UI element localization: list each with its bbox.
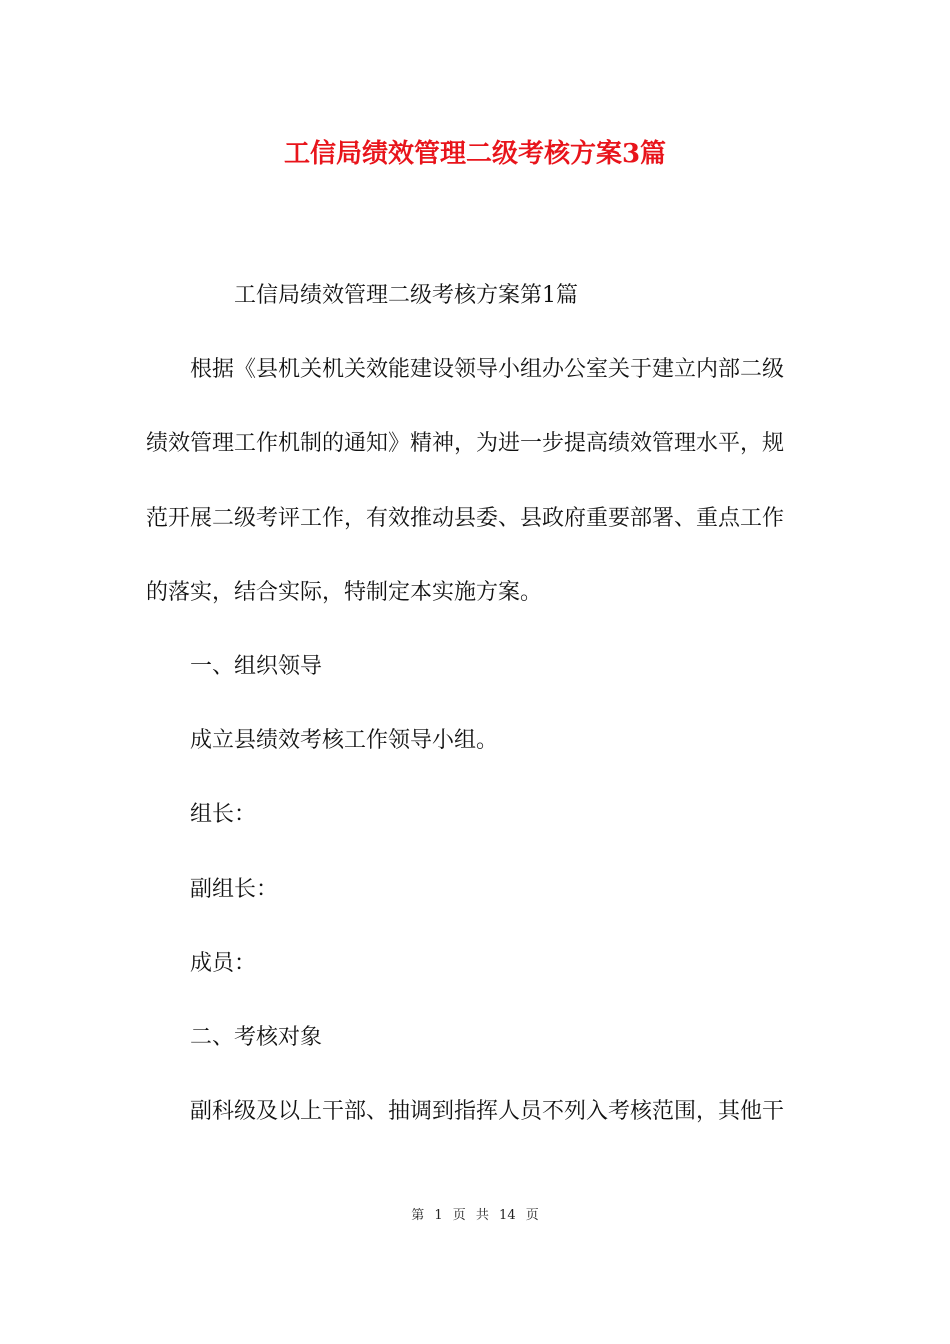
paragraph-line: 副科级及以上干部、抽调到指挥人员不列入考核范围，其他干 — [190, 1099, 785, 1124]
deputy-leader-label: 副组长： — [190, 877, 279, 902]
members-label: 成员： — [190, 951, 257, 976]
paragraph-line: 绩效管理工作机制的通知》精神，为进一步提高绩效管理水平，规 — [146, 431, 785, 456]
paragraph-line: 范开展二级考评工作，有效推动县委、县政府重要部署、重点工作 — [146, 506, 785, 531]
leader-label: 组长： — [190, 802, 257, 827]
paragraph-line: 的落实，结合实际，特制定本实施方案。 — [146, 580, 543, 605]
section-subtitle: 工信局绩效管理二级考核方案第1篇 — [234, 283, 578, 308]
document-title: 工信局绩效管理二级考核方案3篇 — [283, 139, 667, 169]
section-heading: 一、组织领导 — [190, 654, 323, 679]
page-number-footer: 第 1 页 共 14 页 — [411, 1208, 539, 1223]
paragraph-line: 根据《县机关机关效能建设领导小组办公室关于建立内部二级 — [190, 357, 785, 382]
paragraph-line: 成立县绩效考核工作领导小组。 — [190, 728, 499, 753]
section-heading: 二、考核对象 — [190, 1025, 323, 1050]
